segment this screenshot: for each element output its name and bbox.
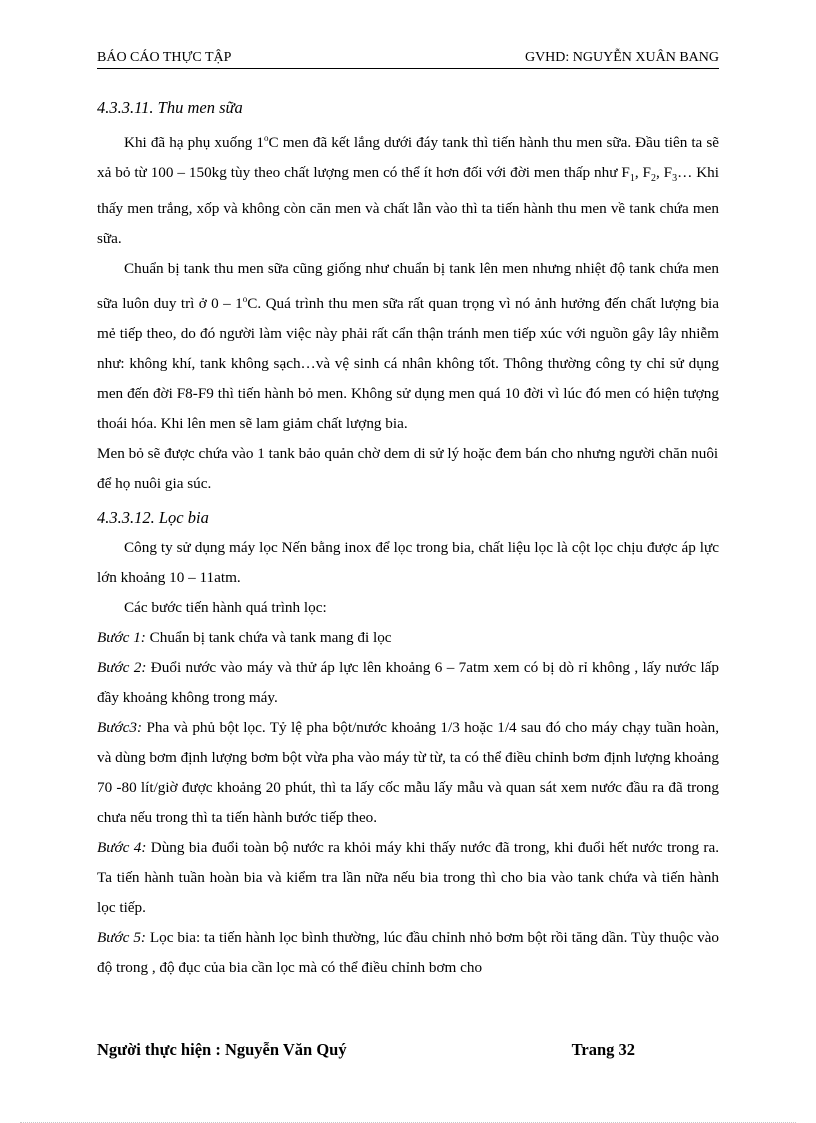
step-label: Bước 4: — [97, 839, 147, 857]
subscript: 3 — [672, 173, 678, 185]
degree-mark: o — [242, 294, 248, 305]
step-label: Bước3: — [97, 719, 143, 737]
step-item: Bước 5: Lọc bia: ta tiến hành lọc bình thường, lúc đầu chỉnh nhỏ bơm bột rồi tăng dần. Tùy thuộc vào độ trong , độ đục của bia cần lọc mà có thể điều chỉnh bơm cho — [97, 929, 720, 977]
step-item: Bước3: Pha và phủ bột lọc. Tỷ lệ pha bột/nước khoảng 1/3 hoặc 1/4 sau đó cho máy chạy tuần hoàn, và dùng bơm định lượng bơm bột vừa pha vào máy từ từ, ta có thể điều chỉnh bơm định lượng khoảng 70 -80 lít/giờ được khoảng 20 phút, thì ta lấy cốc mẫu lấy mẫu và quan sát xem nước đầu ra đã trong chưa nếu trong thì ta tiến hành bước tiếp theo. — [97, 719, 719, 827]
paragraph: Các bước tiến hành quá trình lọc: — [124, 599, 327, 617]
paragraph: Khi đã hạ phụ xuống 1$^o$C men đã kết lắng dưới đáy tank thì tiến hành thu men sữa. Đầu tiên ta sẽ xả bỏ từ 100 – 150kg tùy theo chất lượng men có thể ít hơn đối với đời men thấp như $F_1$, $F_2$, $F_3\dots$ Khi thấy men trắng, xốp và không còn căn men và chất lẫn vào thì ta tiến hành thu men về tank chứa men sữa. — [97, 133, 719, 248]
page-header — [97, 48, 719, 69]
step-item: Bước 4: Dùng bia đuổi toàn bộ nước ra khỏi máy khi thấy nước đã trong, khi đuổi hết nước trong ra. Ta tiến hành tuần hoàn bia và kiểm tra lần nữa nếu bia trong thì cho bia vào tank chứa và tiến hành lọc tiếp. — [97, 839, 719, 917]
author-name: Người thực hiện : Nguyễn Văn Quý — [97, 1040, 347, 1059]
step-label: Bước 5: — [97, 929, 146, 947]
paragraph: Men bỏ sẽ được chứa vào 1 tank bảo quản chờ dem di sử lý hoặc đem bán cho nhưng người chăn nuôi để họ nuôi gia súc. — [97, 445, 719, 493]
supervisor-name: GVHD: NGUYỄN XUÂN BANG — [524, 50, 719, 65]
paragraph: Công ty sử dụng máy lọc Nến bằng inox để lọc trong bia, chất liệu lọc là cột lọc chịu được áp lực lớn khoảng 10 – 11atm. — [97, 539, 719, 587]
report-title: BÁO CÁO THỰC TẬP — [97, 50, 232, 65]
subscript: 2 — [650, 173, 656, 185]
step-item: Bước 1: Chuẩn bị tank chứa và tank mang đi lọc — [97, 629, 392, 647]
degree-mark: o — [264, 133, 269, 143]
page-content — [97, 93, 719, 983]
paragraph: Chuẩn bị tank thu men sữa cũng giống như chuẩn bị tank lên men nhưng nhiệt độ tank chứa men sữa luôn duy trì ở 0 – 1$^o$C. Quá trình thu men sữa rất quan trọng vì nó ảnh hưởng đến chất lượng bia mẻ tiếp theo, do đó người làm việc này phải rất cẩn thận tránh men tiếp xúc với nguồn gây lây nhiễm như: không khí, tank không sạch…và vệ sinh cá nhân không tốt. Thông thường công ty chỉ sử dụng men đến đời F8-F9 thì tiến hành bỏ men. Không sử dụng men quá 10 đời vì lúc đó men có hiện tượng thoái hóa. Khi lên men sẽ lam giảm chất lượng bia. — [97, 260, 719, 433]
step-item: Bước 2: Đuổi nước vào máy và thử áp lực lên khoảng 6 – 7atm xem có bị dò rỉ không , lấy nước lấp đầy khoảng không trong máy. — [97, 659, 719, 707]
step-label: Bước 1: — [97, 629, 146, 647]
subscript: 1 — [629, 173, 635, 185]
step-label: Bước 2: — [97, 659, 147, 677]
page-number: Trang 32 — [571, 1040, 635, 1059]
section-heading-thu-men-sua: 4.3.3.11. Thu men sữa — [97, 98, 243, 117]
section-heading-loc-bia: 4.3.3.12. Lọc bia — [97, 508, 209, 528]
